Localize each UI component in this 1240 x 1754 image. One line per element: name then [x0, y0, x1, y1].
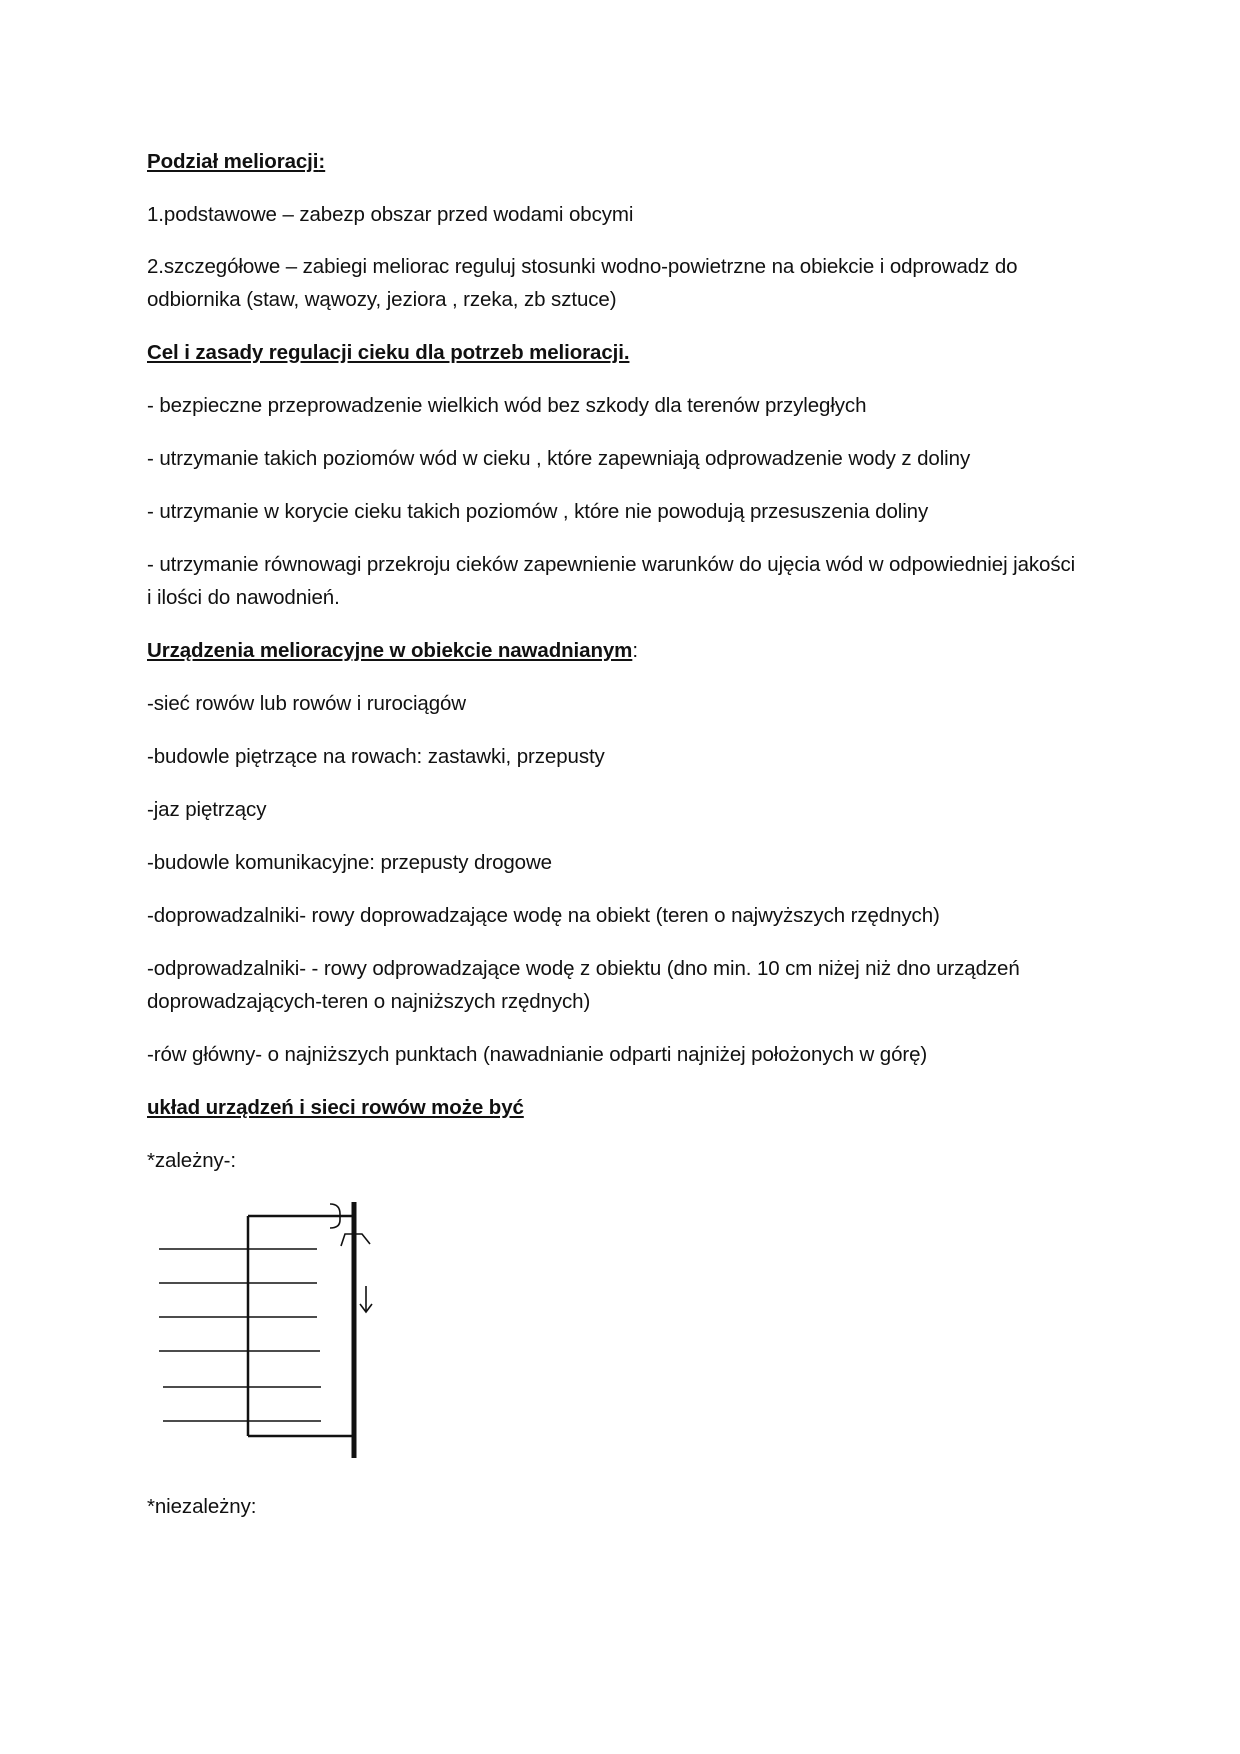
- goal-item: - bezpieczne przeprowadzenie wielkich wód bez szkody dla terenów przyległych: [147, 394, 867, 417]
- heading-irrigation-devices: Urządzenia melioracyjne w obiekcie nawadnianym:: [147, 639, 638, 662]
- goal-item: - utrzymanie równowagi przekroju cieków zapewnienie warunków do ujęcia wód w odpowiedniej jakości i ilości do nawodnień.: [147, 553, 1076, 609]
- item-detailed: 2.szczegółowe – zabiegi meliorac reguluj stosunki wodno-powietrzne na obiekcie i odprowadz do odbiornika (staw, wąwozy, jeziora , rzeka, zb sztuce): [147, 255, 1018, 311]
- dependent-layout-diagram: [140, 1190, 400, 1470]
- dependent-label: *zależny-:: [147, 1149, 237, 1172]
- goal-item: - utrzymanie takich poziomów wód w cieku , które zapewniają odprowadzenie wody z doliny: [147, 447, 971, 470]
- independent-label: *niezależny:: [147, 1495, 257, 1518]
- heading-melioration-division: Podział melioracji:: [147, 150, 326, 173]
- device-item: -budowle komunikacyjne: przepusty drogowe: [147, 851, 552, 874]
- device-item: -sieć rowów lub rowów i rurociągów: [147, 692, 467, 715]
- device-item: -odprowadzalniki- - rowy odprowadzające wodę z obiektu (dno min. 10 cm niżej niż dno urządzeń doprowadzających-teren o najniższych rzędnych): [147, 957, 1020, 1013]
- goal-item: - utrzymanie w korycie cieku takich poziomów , które nie powodują przesuszenia doliny: [147, 500, 929, 523]
- device-item: -doprowadzalniki- rowy doprowadzające wodę na obiekt (teren o najwyższych rzędnych): [147, 904, 940, 927]
- device-item: -rów główny- o najniższych punktach (nawadnianie odparti najniżej położonych w górę): [147, 1043, 928, 1066]
- device-item: -jaz piętrzący: [147, 798, 267, 821]
- heading-network-layout: układ urządzeń i sieci rowów może być: [147, 1096, 524, 1119]
- item-basic: 1.podstawowe – zabezp obszar przed wodami obcymi: [147, 203, 634, 226]
- device-item: -budowle piętrzące na rowach: zastawki, przepusty: [147, 745, 605, 768]
- heading-regulation-goals: Cel i zasady regulacji cieku dla potrzeb melioracji.: [147, 341, 630, 364]
